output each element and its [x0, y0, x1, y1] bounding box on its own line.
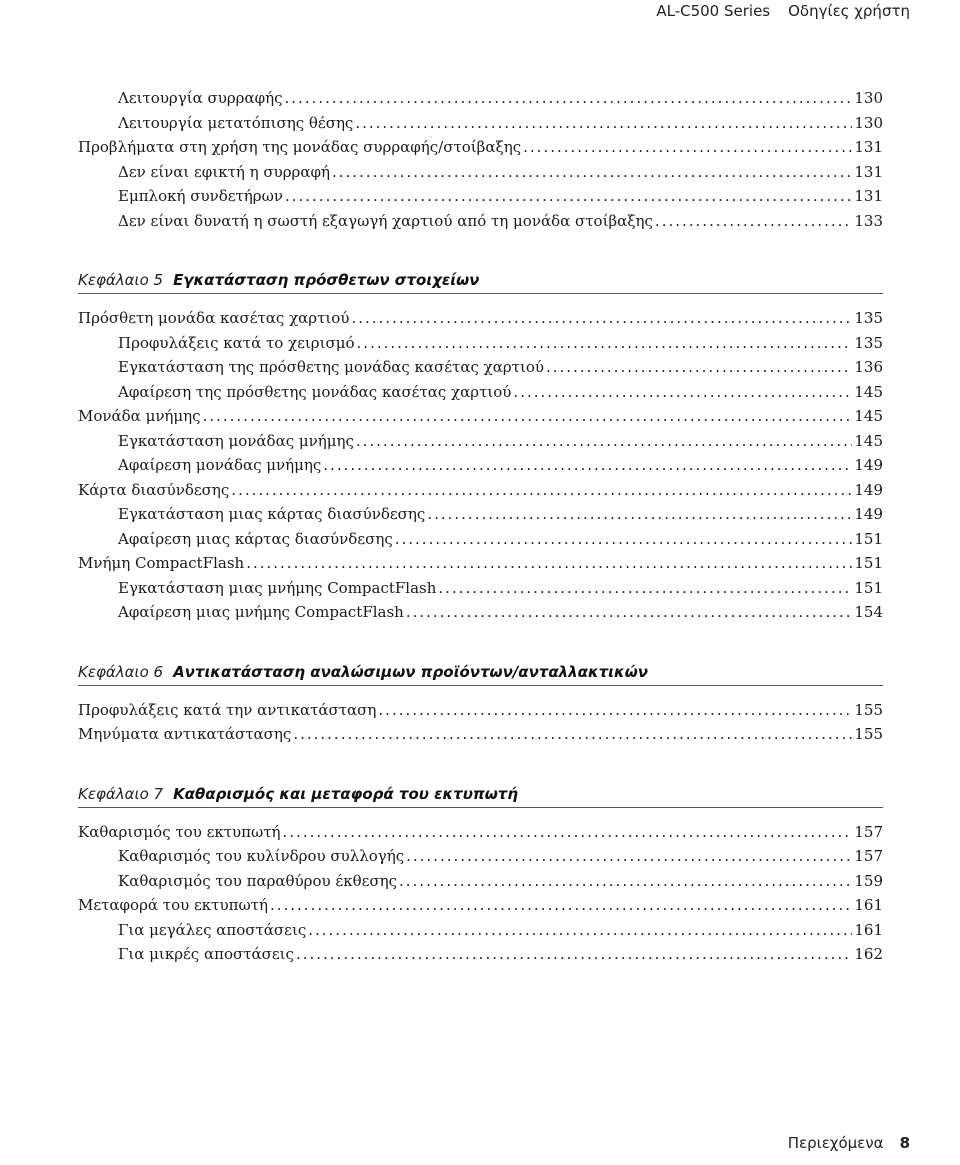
toc-entry[interactable]	[78, 135, 883, 160]
dot-leader	[546, 355, 852, 380]
toc-entry[interactable]	[78, 306, 883, 331]
chapter-number: Κεφάλαιο 5	[78, 271, 164, 289]
toc-entry-title: Προβλήματα στη χρήση της μονάδας συρραφής/στοίβαξης	[78, 138, 522, 156]
dot-leader	[655, 209, 852, 234]
toc-entry-title: Αφαίρεση μιας κάρτας διασύνδεσης	[118, 529, 393, 548]
toc-entry-title: Δεν είναι εφικτή η συρραφή	[118, 162, 330, 181]
toc-entry-title: Εγκατάσταση μιας κάρτας διασύνδεσης	[118, 505, 426, 523]
dot-leader	[296, 942, 852, 967]
chapter-heading	[78, 271, 883, 294]
guide-title: Οδηγίες χρήστη	[788, 2, 910, 20]
toc-entry-page: 149	[854, 505, 883, 523]
dot-leader	[395, 527, 853, 552]
toc-entry-title: Αφαίρεση της πρόσθετης μονάδας κασέτας χαρτιού	[118, 382, 512, 401]
toc-entry-title: Μνήμη CompactFlash	[78, 554, 245, 572]
dot-leader	[356, 429, 853, 454]
toc-entry-page: 151	[854, 529, 883, 548]
dot-leader	[283, 820, 853, 845]
toc-entry[interactable]	[78, 527, 883, 552]
toc-entry-page: 157	[854, 847, 883, 865]
chapter-title: Καθαρισμός και μεταφορά του εκτυπωτή	[173, 784, 519, 803]
toc-entry-title: Εγκατάσταση μιας μνήμης CompactFlash	[118, 578, 437, 597]
toc-entry[interactable]	[78, 478, 883, 503]
toc-entry-title: Μηνύματα αντικατάστασης	[78, 725, 292, 743]
toc-entry-title: Μεταφορά του εκτυπωτή	[78, 896, 268, 914]
toc-entry-page: 151	[854, 578, 883, 597]
toc-entry-page: 131	[854, 187, 883, 205]
toc-entry-title: Καθαρισμός του εκτυπωτή	[78, 822, 281, 841]
dot-leader	[203, 404, 853, 429]
toc-entry[interactable]	[78, 820, 883, 845]
toc-entry[interactable]	[78, 429, 883, 454]
toc-entry-title: Καθαρισμός του παραθύρου έκθεσης	[118, 871, 397, 890]
chapter-heading	[78, 785, 883, 808]
toc-entry[interactable]	[78, 918, 883, 943]
toc-entry-page: 136	[854, 358, 883, 376]
dot-leader	[378, 698, 852, 723]
toc-entry-page: 151	[854, 554, 883, 572]
toc-entry[interactable]	[78, 844, 883, 869]
toc-entry-title: Πρόσθετη μονάδα κασέτας χαρτιού	[78, 309, 350, 327]
toc-entry[interactable]	[78, 209, 883, 234]
toc-entry-page: 131	[854, 138, 883, 156]
chapter-title: Εγκατάσταση πρόσθετων στοιχείων	[173, 271, 480, 289]
toc-entry[interactable]	[78, 893, 883, 918]
page-footer	[788, 1134, 910, 1152]
toc-entry-title: Προφυλάξεις κατά το χειρισμό	[118, 333, 355, 352]
toc-entry[interactable]	[78, 355, 883, 380]
toc-entry-title: Εγκατάσταση της πρόσθετης μονάδας κασέτας χαρτιού	[118, 358, 544, 376]
toc-entry-page: 130	[854, 89, 883, 107]
toc-entry-page: 155	[854, 725, 883, 743]
toc-entry-title: Για μεγάλες αποστάσεις	[118, 920, 307, 939]
toc-entry-title: Εγκατάσταση μονάδας μνήμης	[118, 431, 354, 450]
toc-entry-page: 161	[854, 896, 883, 914]
toc-entry-page: 145	[854, 431, 883, 450]
toc-entry-page: 133	[854, 211, 883, 230]
dot-leader	[246, 551, 852, 576]
chapter-heading	[78, 663, 883, 686]
toc-entry[interactable]	[78, 600, 883, 625]
dot-leader	[399, 869, 852, 894]
toc-entry-page: 155	[854, 700, 883, 719]
table-of-contents	[78, 86, 883, 967]
footer-section: Περιεχόμενα	[787, 1134, 884, 1152]
toc-entry[interactable]	[78, 404, 883, 429]
page-header	[656, 0, 910, 22]
dot-leader	[513, 380, 852, 405]
toc-entry[interactable]	[78, 698, 883, 723]
dot-leader	[285, 184, 852, 209]
toc-entry[interactable]	[78, 869, 883, 894]
toc-entry-title: Αφαίρεση μιας μνήμης CompactFlash	[118, 603, 404, 621]
toc-entry[interactable]	[78, 551, 883, 576]
toc-entry-page: 130	[854, 113, 883, 132]
chapter-number: Κεφάλαιο 6	[78, 662, 164, 681]
toc-entry-title: Λειτουργία μετατόπισης θέσης	[118, 113, 354, 132]
dot-leader	[523, 135, 852, 160]
chapter-number: Κεφάλαιο 7	[78, 784, 164, 803]
dot-leader	[427, 502, 852, 527]
dot-leader	[438, 576, 852, 601]
toc-entry-title: Λειτουργία συρραφής	[118, 89, 283, 107]
dot-leader	[406, 844, 852, 869]
toc-entry-title: Μονάδα μνήμης	[78, 407, 201, 425]
toc-entry-title: Εμπλοκή συνδετήρων	[118, 187, 283, 205]
toc-entry[interactable]	[78, 722, 883, 747]
toc-entry[interactable]	[78, 160, 883, 185]
toc-entry[interactable]	[78, 86, 883, 111]
toc-entry[interactable]	[78, 111, 883, 136]
toc-entry-page: 145	[854, 407, 883, 425]
dot-leader	[308, 918, 852, 943]
dot-leader	[293, 722, 852, 747]
product-name: AL-C500 Series	[656, 2, 771, 20]
dot-leader	[323, 453, 852, 478]
dot-leader	[285, 86, 853, 111]
toc-entry-page: 161	[854, 920, 883, 939]
toc-entry-title: Προφυλάξεις κατά την αντικατάσταση	[78, 700, 377, 719]
toc-entry-title: Καθαρισμός του κυλίνδρου συλλογής	[118, 847, 405, 865]
toc-entry-page: 145	[854, 382, 883, 401]
dot-leader	[357, 331, 853, 356]
toc-entry[interactable]	[78, 331, 883, 356]
toc-entry-title: Δεν είναι δυνατή η σωστή εξαγωγή χαρτιού από τη μονάδα στοίβαξης	[118, 211, 653, 230]
chapter-title: Αντικατάσταση αναλώσιμων προϊόντων/ανταλλακτικών	[173, 662, 648, 681]
toc-entry-page: 135	[854, 309, 883, 327]
dot-leader	[351, 306, 852, 331]
toc-entry[interactable]	[78, 502, 883, 527]
toc-entry-page: 159	[854, 871, 883, 890]
toc-entry-title: Για μικρές αποστάσεις	[118, 945, 294, 963]
dot-leader	[406, 600, 853, 625]
toc-entry-page: 149	[854, 456, 883, 474]
toc-entry-page: 154	[854, 603, 883, 621]
dot-leader	[355, 111, 852, 136]
toc-entry-page: 131	[854, 162, 883, 181]
toc-entry-title: Αφαίρεση μονάδας μνήμης	[118, 456, 322, 474]
toc-entry[interactable]	[78, 453, 883, 478]
dot-leader	[332, 160, 852, 185]
toc-entry[interactable]	[78, 576, 883, 601]
toc-entry-page: 135	[854, 333, 883, 352]
toc-entry-page: 162	[854, 945, 883, 963]
toc-entry[interactable]	[78, 184, 883, 209]
toc-entry-title: Κάρτα διασύνδεσης	[78, 480, 230, 499]
toc-entry[interactable]	[78, 942, 883, 967]
toc-entry-page: 157	[854, 822, 883, 841]
toc-entry-page: 149	[854, 480, 883, 499]
dot-leader	[270, 893, 852, 918]
toc-entry[interactable]	[78, 380, 883, 405]
footer-page-number: 8	[899, 1134, 910, 1152]
dot-leader	[231, 478, 852, 503]
